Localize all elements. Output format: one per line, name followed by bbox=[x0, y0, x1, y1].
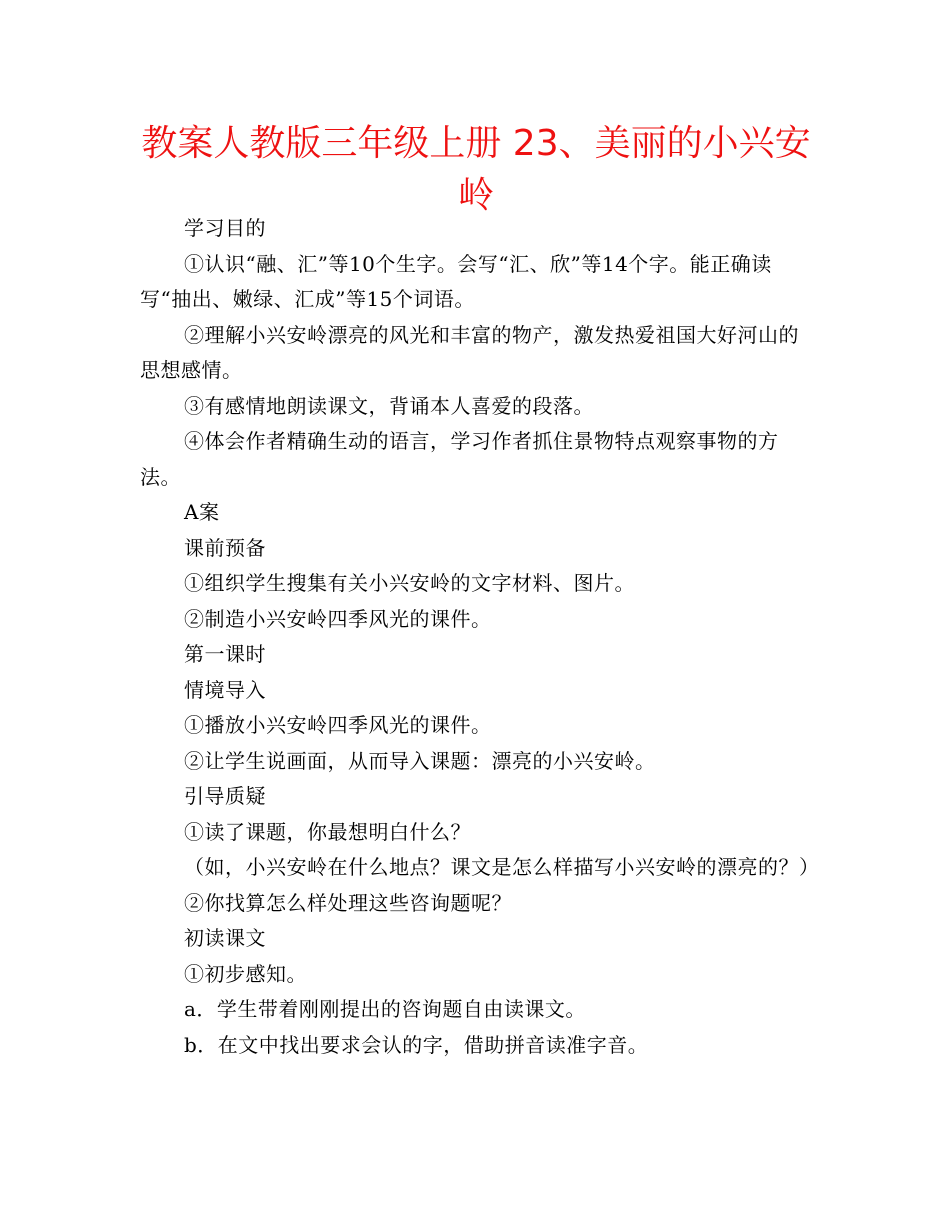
paragraph: ④体会作者精确生动的语言，学习作者抓住景物特点观察事物的方法。 bbox=[140, 429, 779, 489]
paragraph: a．学生带着刚刚提出的咨询题自由读课文。 bbox=[184, 997, 586, 1021]
paragraph-heading-first-lesson: 第一课时 bbox=[184, 642, 266, 666]
paragraph: ③有感情地朗读课文，背诵本人喜爱的段落。 bbox=[184, 393, 594, 418]
paragraph: ①认识“融、汇”等10个生字。会写“汇、欣”等14个字。能正确读写“抽出、嫩绿、汇成”等15个词语。 bbox=[140, 251, 772, 311]
paragraph-heading-plan-a: A案 bbox=[184, 500, 220, 524]
paragraph-heading-intro: 情境导入 bbox=[184, 677, 266, 702]
document-title: 教案人教版三年级上册 23、美丽的小兴安岭 bbox=[141, 123, 811, 216]
paragraph: （如，小兴安岭在什么地点？课文是怎么样描写小兴安岭的漂亮的？） bbox=[184, 855, 820, 879]
paragraph-heading-first-reading: 初读课文 bbox=[184, 926, 266, 950]
paragraph: ②让学生说画面，从而导入课题：漂亮的小兴安岭。 bbox=[184, 748, 656, 773]
paragraph: ②你找算怎么样处理这些咨询题呢？ bbox=[184, 890, 512, 915]
paragraph: ②制造小兴安岭四季风光的课件。 bbox=[184, 606, 492, 631]
paragraph: b．在文中找出要求会认的字，借助拼音读准字音。 bbox=[184, 1032, 649, 1057]
paragraph: ②理解小兴安岭漂亮的风光和丰富的物产，激发热爱祖国大好河山的思想感情。 bbox=[140, 322, 799, 382]
paragraph-heading-preparation: 课前预备 bbox=[184, 535, 266, 560]
document-body bbox=[140, 211, 820, 1063]
paragraph: ①初步感知。 bbox=[184, 961, 307, 986]
paragraph: ①读了课题，你最想明白什么？ bbox=[184, 819, 471, 844]
paragraph-heading-objectives: 学习目的 bbox=[184, 216, 266, 240]
paragraph: ①播放小兴安岭四季风光的课件。 bbox=[184, 713, 492, 737]
paragraph: ①组织学生搜集有关小兴安岭的文字材料、图片。 bbox=[184, 571, 635, 595]
paragraph-heading-questions: 引导质疑 bbox=[184, 784, 266, 808]
